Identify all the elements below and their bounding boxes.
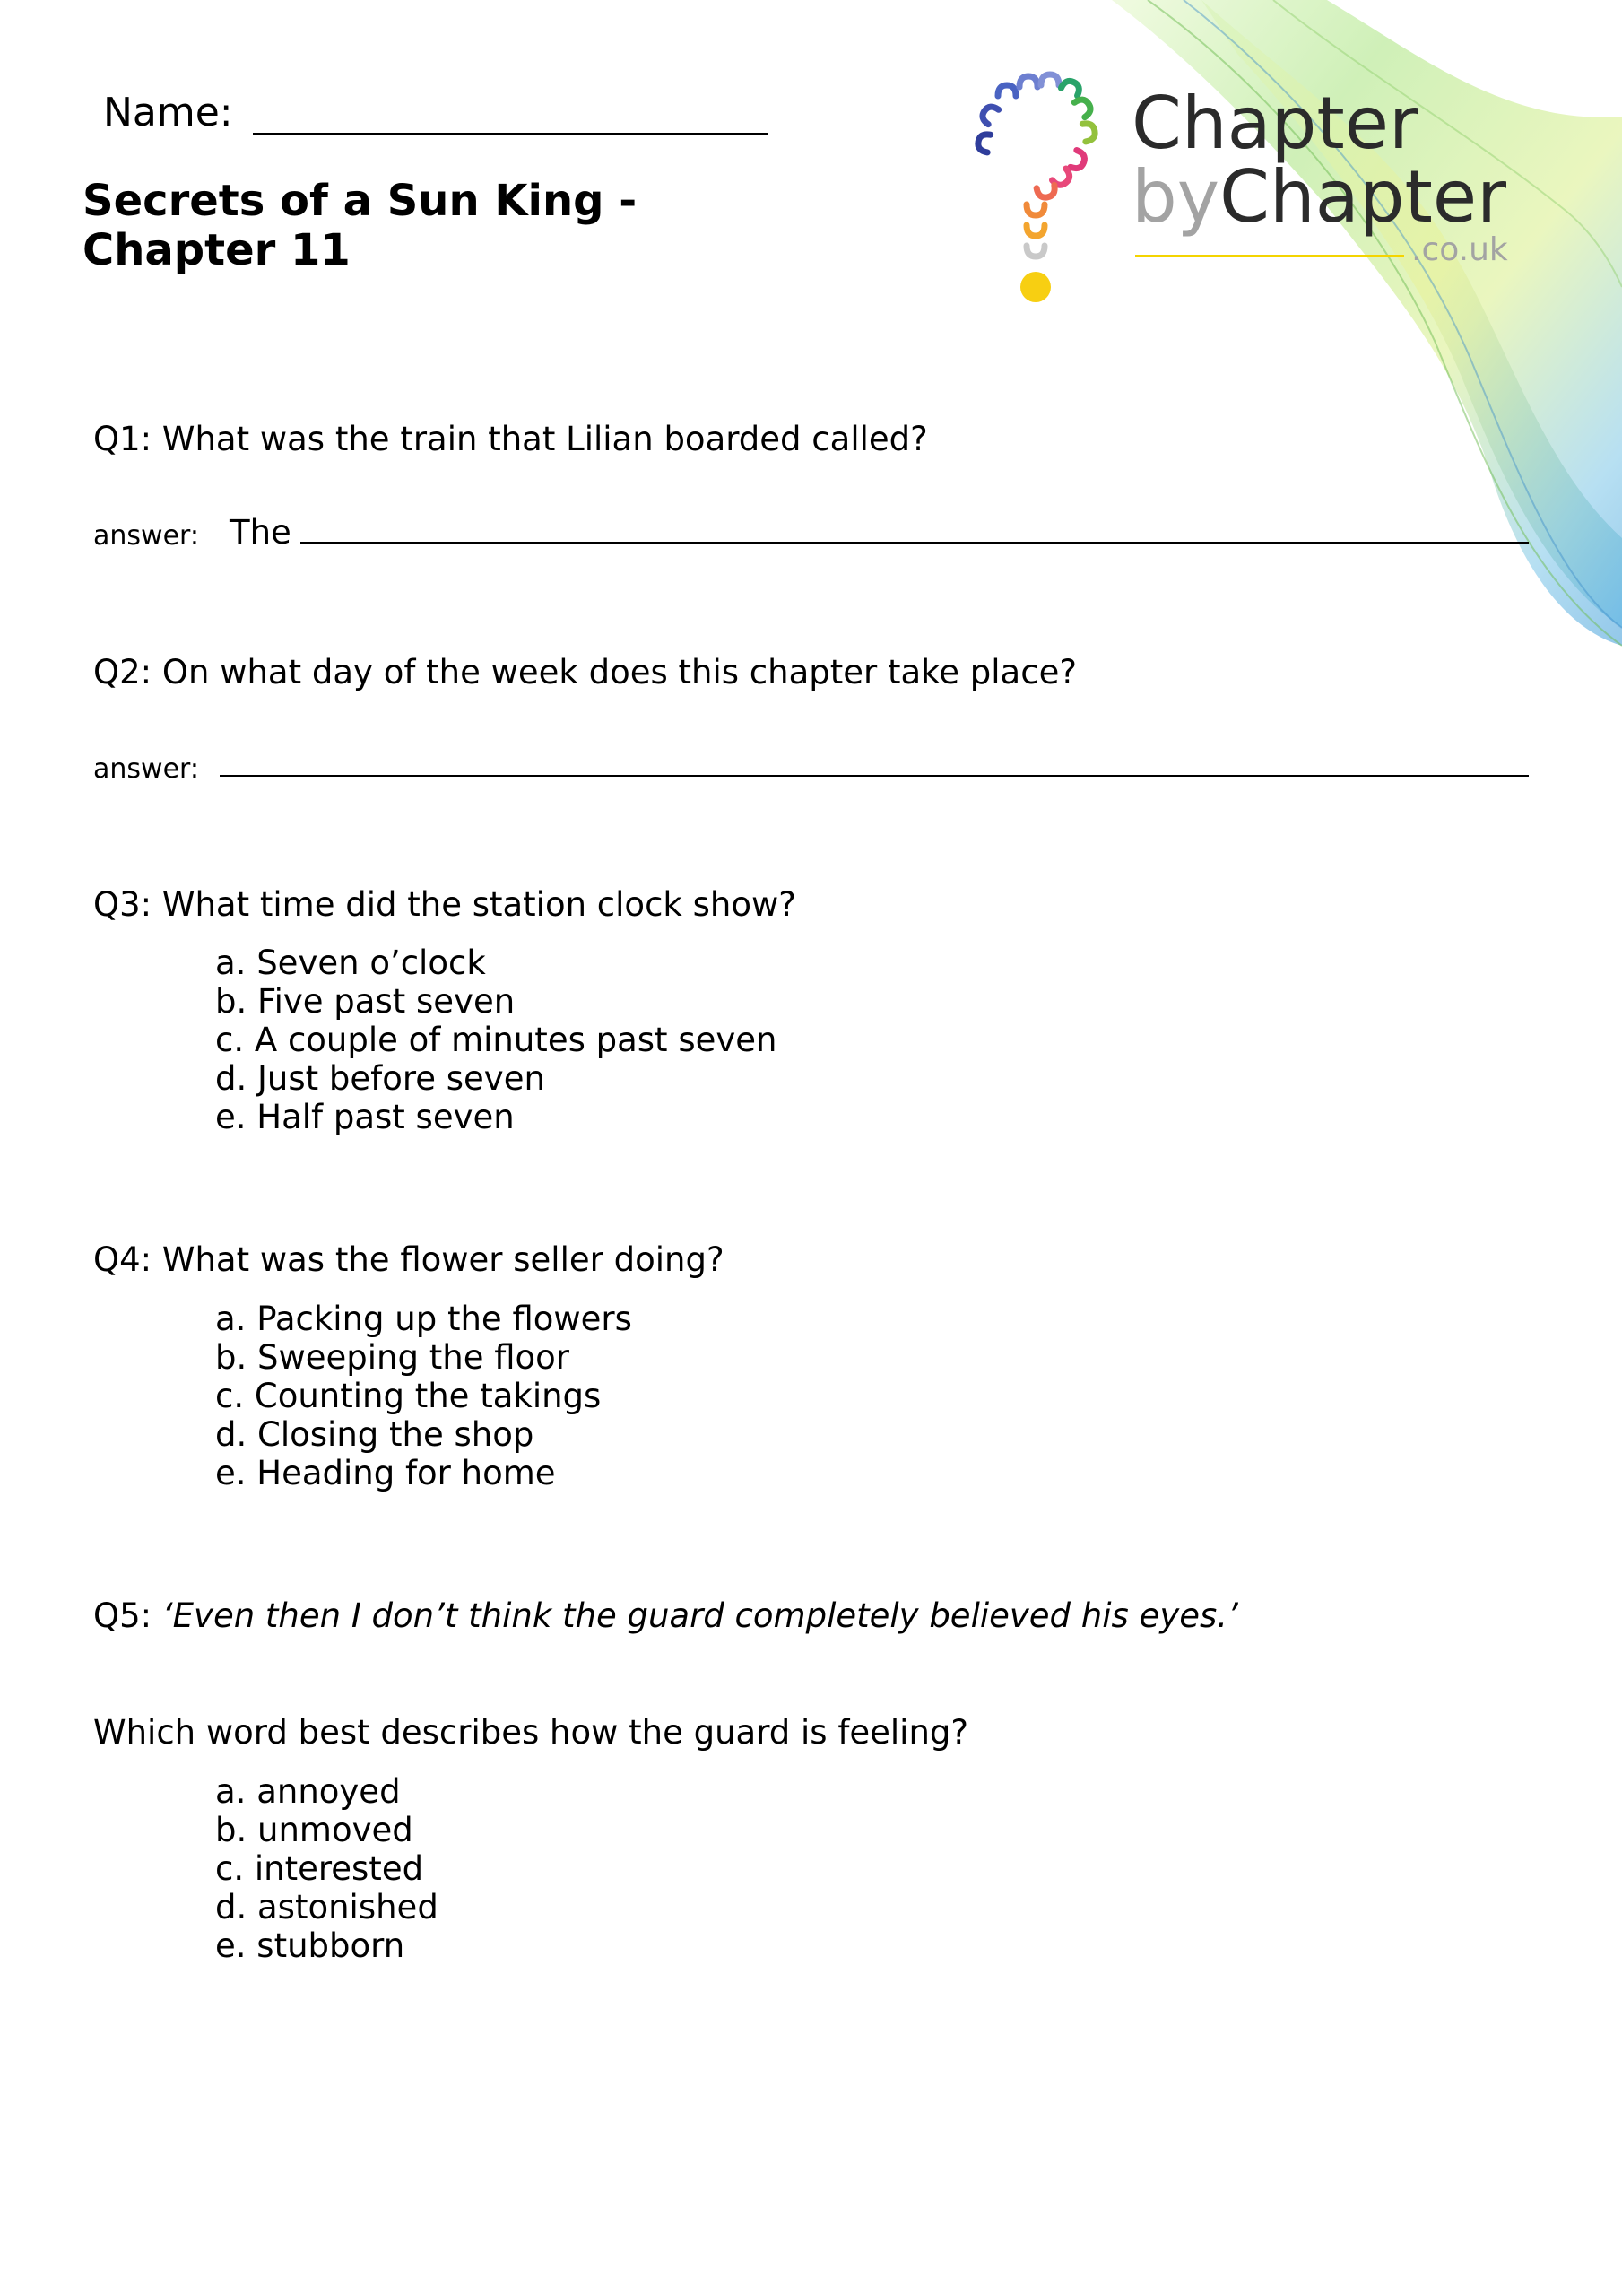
question-5 (93, 1596, 1238, 1635)
option-4b[interactable]: b. Sweeping the floor (215, 1338, 570, 1377)
option-4c[interactable]: c. Counting the takings (215, 1377, 602, 1415)
question-5-number: Q5: (93, 1596, 152, 1635)
logo-text-chapter-2: Chapter (1219, 155, 1506, 239)
logo-text-bychapter (1132, 155, 1506, 239)
option-4e[interactable]: e. Heading for home (215, 1454, 556, 1492)
answer-label-1: answer: (93, 520, 199, 552)
question-3: Q3: What time did the station clock show? (93, 885, 796, 924)
option-5a[interactable]: a. annoyed (215, 1772, 401, 1811)
question-5-options (215, 1772, 438, 1965)
option-5e[interactable]: e. stubborn (215, 1926, 405, 1965)
option-5b[interactable]: b. unmoved (215, 1811, 413, 1849)
option-4d[interactable]: d. Closing the shop (215, 1415, 534, 1454)
page-title (82, 177, 665, 275)
option-3a[interactable]: a. Seven o’clock (215, 944, 486, 982)
option-5c[interactable]: c. interested (215, 1849, 424, 1888)
option-3e[interactable]: e. Half past seven (215, 1098, 515, 1136)
logo-text-chapter: Chapter (1132, 82, 1418, 165)
logo-text-by: by (1132, 155, 1220, 239)
question-4: Q4: What was the flower seller doing? (93, 1240, 724, 1279)
answer-line-1[interactable] (300, 542, 1529, 544)
title-line-1: Secrets of a Sun King - (82, 176, 638, 226)
option-5d[interactable]: d. astonished (215, 1888, 438, 1926)
answer-prefix-1: The (230, 513, 291, 552)
logo-underline (1135, 255, 1404, 257)
name-label: Name: (103, 90, 233, 135)
title-line-2: Chapter 11 (82, 225, 351, 275)
question-5-quote: ‘Even then I don’t think the guard completely believed his eyes.’ (161, 1596, 1238, 1635)
answer-label-2: answer: (93, 753, 199, 785)
question-4-options (215, 1300, 632, 1492)
name-row (103, 90, 768, 135)
logo-domain: .co.uk (1411, 231, 1508, 268)
option-3d[interactable]: d. Just before seven (215, 1059, 545, 1098)
option-4a[interactable]: a. Packing up the flowers (215, 1300, 632, 1338)
question-3-options (215, 944, 776, 1136)
question-2: Q2: On what day of the week does this chapter take place? (93, 653, 1077, 691)
question-1: Q1: What was the train that Lilian boarded called? (93, 420, 928, 458)
name-field[interactable] (253, 90, 768, 135)
answer-line-2[interactable] (220, 775, 1529, 777)
chapter-by-chapter-logo-icon (964, 49, 1116, 309)
option-3c[interactable]: c. A couple of minutes past seven (215, 1021, 777, 1059)
question-5-prompt: Which word best describes how the guard is feeling? (93, 1713, 969, 1752)
option-3b[interactable]: b. Five past seven (215, 982, 516, 1021)
